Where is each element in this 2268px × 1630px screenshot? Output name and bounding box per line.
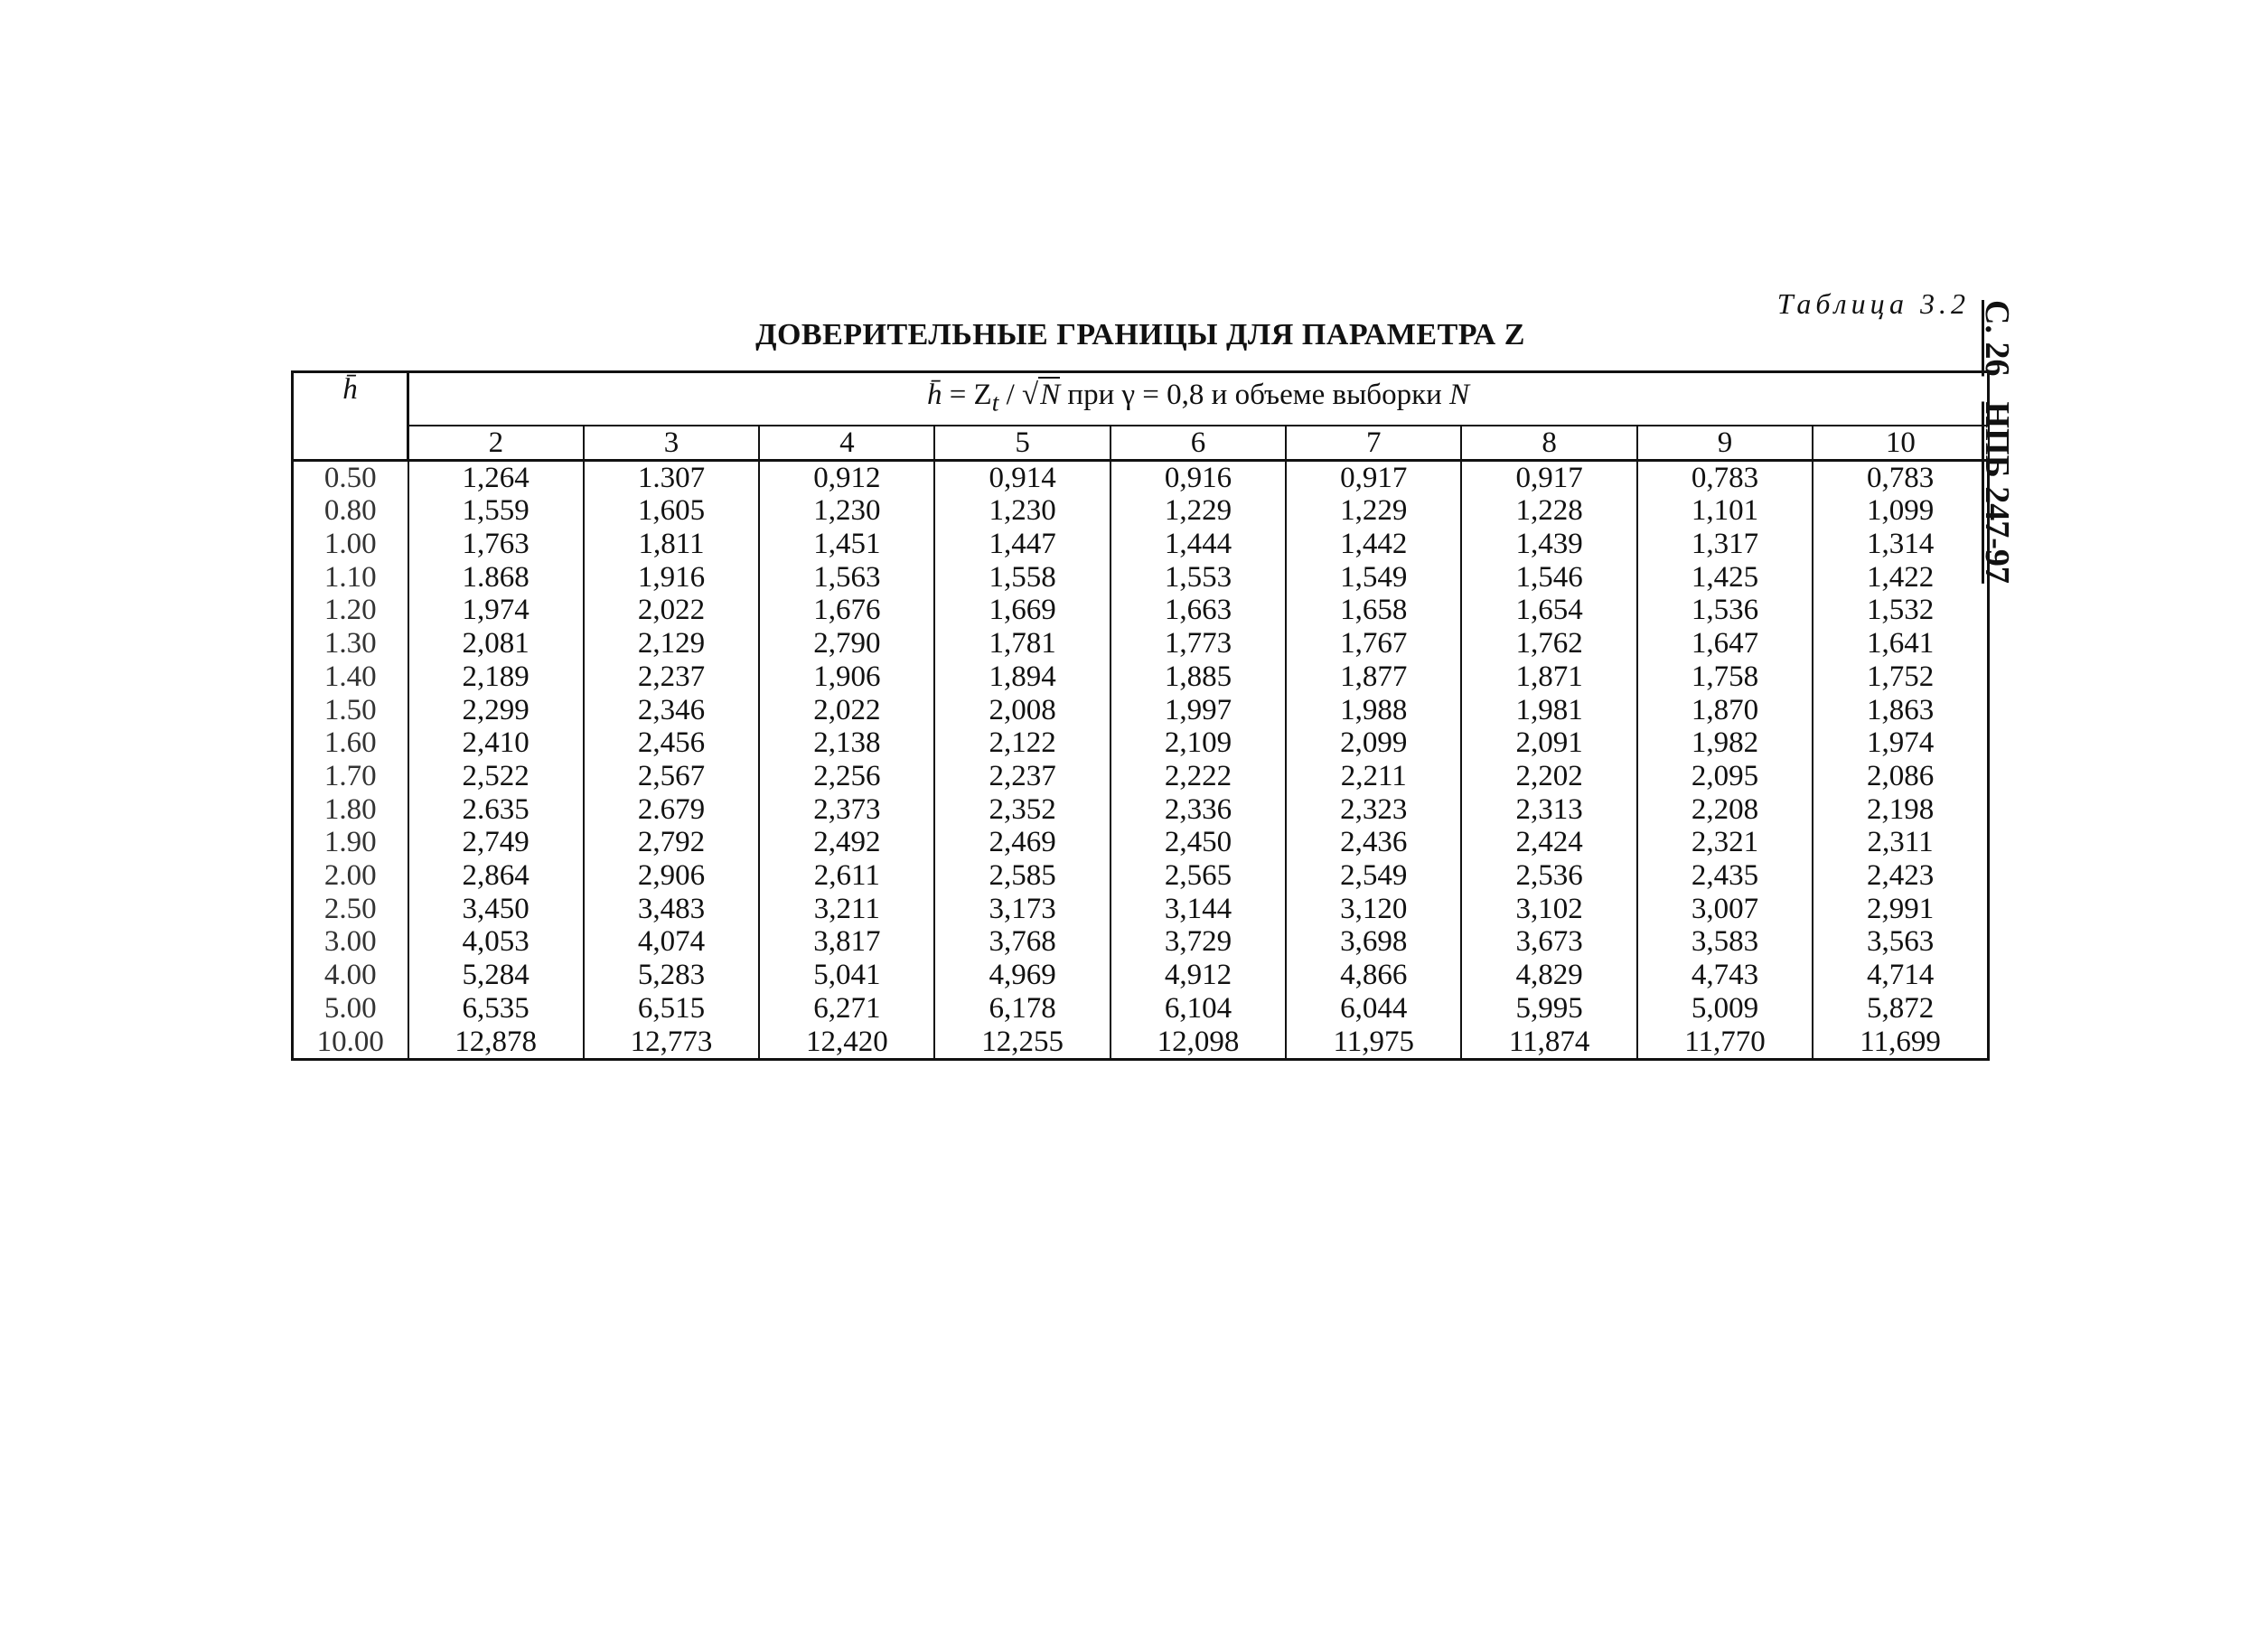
z-bound-cell: 1,863 (1813, 694, 1988, 727)
z-bound-cell: 2,522 (408, 760, 584, 793)
table-row (293, 959, 1989, 992)
z-bound-cell: 1,558 (934, 561, 1110, 595)
z-bound-cell: 4,714 (1813, 959, 1988, 992)
z-bound-cell: 5,041 (759, 959, 934, 992)
n-value-header: 6 (1111, 426, 1286, 461)
table-row (293, 494, 1989, 528)
n-value-header: 3 (584, 426, 759, 461)
h-value-cell: 2.50 (293, 893, 408, 926)
z-bound-cell: 4,866 (1286, 959, 1461, 992)
z-bound-cell: 1,314 (1813, 528, 1988, 561)
z-bound-cell: 2.679 (584, 793, 759, 827)
z-bound-cell: 2,138 (759, 726, 934, 760)
z-bound-cell: 2,906 (584, 859, 759, 893)
table-row (293, 793, 1989, 827)
z-bound-cell: 2,008 (934, 694, 1110, 727)
z-bound-cell: 2,424 (1461, 826, 1636, 859)
z-bound-cell: 2,222 (1111, 760, 1286, 793)
table-row (293, 694, 1989, 727)
z-bound-cell: 1,916 (584, 561, 759, 595)
table-row (293, 460, 1989, 494)
z-bound-cell: 2,346 (584, 694, 759, 727)
z-bound-cell: 4,743 (1637, 959, 1813, 992)
table-row (293, 925, 1989, 959)
z-bound-cell: 12,773 (584, 1026, 759, 1060)
z-bound-cell: 2,991 (1813, 893, 1988, 926)
z-bound-cell: 2,313 (1461, 793, 1636, 827)
z-bound-cell: 4,912 (1111, 959, 1286, 992)
z-bound-cell: 12,255 (934, 1026, 1110, 1060)
n-value-header: 7 (1286, 426, 1461, 461)
z-bound-cell: 2,611 (759, 859, 934, 893)
z-bound-cell: 2,081 (408, 627, 584, 660)
z-bound-cell: 1,870 (1637, 694, 1813, 727)
z-bound-cell: 2,549 (1286, 859, 1461, 893)
h-value-cell: 1.20 (293, 594, 408, 627)
z-bound-cell: 11,874 (1461, 1026, 1636, 1060)
z-bound-cell: 2,091 (1461, 726, 1636, 760)
z-bound-cell: 1,877 (1286, 660, 1461, 694)
z-bound-cell: 2,864 (408, 859, 584, 893)
z-bound-cell: 1,532 (1813, 594, 1988, 627)
z-bound-cell: 2,492 (759, 826, 934, 859)
z-bound-cell: 1,553 (1111, 561, 1286, 595)
z-bound-cell: 2,352 (934, 793, 1110, 827)
z-bound-cell: 1,974 (408, 594, 584, 627)
z-bound-cell: 1,230 (759, 494, 934, 528)
z-bound-cell: 1,229 (1111, 494, 1286, 528)
z-bound-cell: 1,444 (1111, 528, 1286, 561)
table-row (293, 726, 1989, 760)
n-value-header: 8 (1461, 426, 1636, 461)
z-bound-cell: 1,647 (1637, 627, 1813, 660)
z-bound-cell: 11,699 (1813, 1026, 1988, 1060)
z-bound-cell: 0,912 (759, 460, 934, 494)
n-value-header: 9 (1637, 426, 1813, 461)
z-bound-cell: 6,271 (759, 992, 934, 1026)
z-bound-cell: 1,546 (1461, 561, 1636, 595)
z-bound-cell: 1,781 (934, 627, 1110, 660)
z-bound-cell: 1,317 (1637, 528, 1813, 561)
z-bound-cell: 2,792 (584, 826, 759, 859)
h-value-cell: 3.00 (293, 925, 408, 959)
z-bound-cell: 1,605 (584, 494, 759, 528)
z-bound-cell: 1,997 (1111, 694, 1286, 727)
z-bound-cell: 0,916 (1111, 460, 1286, 494)
z-bound-cell: 11,975 (1286, 1026, 1461, 1060)
z-bound-cell: 2,237 (584, 660, 759, 694)
table-row (293, 660, 1989, 694)
table-body (293, 460, 1989, 1060)
z-bound-cell: 2,095 (1637, 760, 1813, 793)
z-bound-cell: 1,811 (584, 528, 759, 561)
z-bound-cell: 2,208 (1637, 793, 1813, 827)
z-bound-cell: 2,086 (1813, 760, 1988, 793)
z-bound-cell: 2,311 (1813, 826, 1988, 859)
z-bound-cell: 5,009 (1637, 992, 1813, 1026)
z-bound-cell: 3,729 (1111, 925, 1286, 959)
z-bound-cell: 3,144 (1111, 893, 1286, 926)
z-bound-cell: 2,256 (759, 760, 934, 793)
z-bound-cell: 1,773 (1111, 627, 1286, 660)
h-value-cell: 0.50 (293, 460, 408, 494)
h-value-cell: 1.10 (293, 561, 408, 595)
z-bound-cell: 1,654 (1461, 594, 1636, 627)
confidence-bounds-table (291, 370, 1990, 1061)
z-bound-cell: 3,211 (759, 893, 934, 926)
z-bound-cell: 2,202 (1461, 760, 1636, 793)
z-bound-cell: 2,198 (1813, 793, 1988, 827)
h-value-cell: 10.00 (293, 1026, 408, 1060)
z-bound-cell: 2.635 (408, 793, 584, 827)
h-column-header: h̄ (293, 372, 408, 461)
z-bound-cell: 3,120 (1286, 893, 1461, 926)
z-bound-cell: 5,284 (408, 959, 584, 992)
z-bound-cell: 3,768 (934, 925, 1110, 959)
z-bound-cell: 1,447 (934, 528, 1110, 561)
z-bound-cell: 1,439 (1461, 528, 1636, 561)
z-bound-cell: 1,229 (1286, 494, 1461, 528)
z-bound-cell: 1,752 (1813, 660, 1988, 694)
z-bound-cell: 2,435 (1637, 859, 1813, 893)
z-bound-cell: 1,451 (759, 528, 934, 561)
z-bound-cell: 3,102 (1461, 893, 1636, 926)
z-bound-cell: 2,122 (934, 726, 1110, 760)
z-bound-cell: 1,758 (1637, 660, 1813, 694)
document-code: НПБ 247-97 (1978, 401, 2016, 584)
z-bound-cell: 4,829 (1461, 959, 1636, 992)
table-row (293, 561, 1989, 595)
z-bound-cell: 2,336 (1111, 793, 1286, 827)
z-bound-cell: 1,676 (759, 594, 934, 627)
z-bound-cell: 2,321 (1637, 826, 1813, 859)
z-bound-cell: 2,211 (1286, 760, 1461, 793)
z-bound-cell: 1,230 (934, 494, 1110, 528)
table-row (293, 826, 1989, 859)
z-bound-cell: 5,283 (584, 959, 759, 992)
z-bound-cell: 0,783 (1813, 460, 1988, 494)
z-bound-cell: 2,299 (408, 694, 584, 727)
h-value-cell: 1.00 (293, 528, 408, 561)
z-bound-cell: 1,264 (408, 460, 584, 494)
z-bound-cell: 1,669 (934, 594, 1110, 627)
z-bound-cell: 2,022 (759, 694, 934, 727)
z-bound-cell: 1,442 (1286, 528, 1461, 561)
z-bound-cell: 6,515 (584, 992, 759, 1026)
z-bound-cell: 1,663 (1111, 594, 1286, 627)
h-value-cell: 1.60 (293, 726, 408, 760)
n-value-header: 10 (1813, 426, 1988, 461)
z-bound-cell: 3,007 (1637, 893, 1813, 926)
z-bound-cell: 2,410 (408, 726, 584, 760)
n-values-header-row (293, 426, 1989, 461)
z-bound-cell: 1,425 (1637, 561, 1813, 595)
z-bound-cell: 2,436 (1286, 826, 1461, 859)
table-title: ДОВЕРИТЕЛЬНЫЕ ГРАНИЦЫ ДЛЯ ПАРАМЕТРА Z (755, 318, 1525, 351)
z-bound-cell: 1,894 (934, 660, 1110, 694)
z-bound-cell: 0,914 (934, 460, 1110, 494)
z-bound-cell: 3,817 (759, 925, 934, 959)
n-value-header: 4 (759, 426, 934, 461)
z-bound-cell: 1,641 (1813, 627, 1988, 660)
z-bound-cell: 6,104 (1111, 992, 1286, 1026)
h-value-cell: 1.70 (293, 760, 408, 793)
z-bound-cell: 1,762 (1461, 627, 1636, 660)
z-bound-cell: 4,053 (408, 925, 584, 959)
z-bound-cell: 5,872 (1813, 992, 1988, 1026)
h-value-cell: 2.00 (293, 859, 408, 893)
h-value-cell: 1.80 (293, 793, 408, 827)
z-bound-cell: 3,563 (1813, 925, 1988, 959)
z-bound-cell: 1.868 (408, 561, 584, 595)
page-number: С. 26 (1978, 300, 2016, 377)
z-bound-cell: 1,228 (1461, 494, 1636, 528)
z-bound-cell: 2,237 (934, 760, 1110, 793)
z-bound-cell: 4,074 (584, 925, 759, 959)
z-bound-cell: 1,563 (759, 561, 934, 595)
z-bound-cell: 2,189 (408, 660, 584, 694)
z-bound-cell: 2,129 (584, 627, 759, 660)
z-bound-cell: 2,099 (1286, 726, 1461, 760)
z-bound-cell: 2,469 (934, 826, 1110, 859)
z-bound-cell: 3,673 (1461, 925, 1636, 959)
z-bound-cell: 4,969 (934, 959, 1110, 992)
z-bound-cell: 2,585 (934, 859, 1110, 893)
z-bound-cell: 1,871 (1461, 660, 1636, 694)
table-row (293, 859, 1989, 893)
z-bound-cell: 2,109 (1111, 726, 1286, 760)
z-bound-cell: 2,567 (584, 760, 759, 793)
table-row (293, 528, 1989, 561)
z-bound-cell: 2,790 (759, 627, 934, 660)
z-bound-cell: 6,535 (408, 992, 584, 1026)
z-bound-cell: 2,565 (1111, 859, 1286, 893)
z-bound-cell: 6,178 (934, 992, 1110, 1026)
z-bound-cell: 0,917 (1461, 460, 1636, 494)
z-bound-cell: 1,549 (1286, 561, 1461, 595)
z-bound-cell: 3,583 (1637, 925, 1813, 959)
z-bound-cell: 3,698 (1286, 925, 1461, 959)
n-value-header: 2 (408, 426, 584, 461)
z-bound-cell: 0,783 (1637, 460, 1813, 494)
z-bound-cell: 1,763 (408, 528, 584, 561)
z-bound-cell: 11,770 (1637, 1026, 1813, 1060)
z-bound-cell: 1,906 (759, 660, 934, 694)
z-bound-cell: 3,450 (408, 893, 584, 926)
h-value-cell: 4.00 (293, 959, 408, 992)
h-value-cell: 1.50 (293, 694, 408, 727)
z-bound-cell: 3,483 (584, 893, 759, 926)
z-bound-cell: 6,044 (1286, 992, 1461, 1026)
h-value-cell: 1.30 (293, 627, 408, 660)
z-bound-cell: 1,559 (408, 494, 584, 528)
z-bound-cell: 1,981 (1461, 694, 1636, 727)
h-value-cell: 1.40 (293, 660, 408, 694)
z-bound-cell: 1,658 (1286, 594, 1461, 627)
z-bound-cell: 1.307 (584, 460, 759, 494)
table-row (293, 1026, 1989, 1060)
z-bound-cell: 2,423 (1813, 859, 1988, 893)
z-bound-cell: 2,373 (759, 793, 934, 827)
z-bound-cell: 12,098 (1111, 1026, 1286, 1060)
h-value-cell: 1.90 (293, 826, 408, 859)
table-row (293, 760, 1989, 793)
z-bound-cell: 2,456 (584, 726, 759, 760)
table-row (293, 893, 1989, 926)
z-bound-cell: 0,917 (1286, 460, 1461, 494)
z-bound-cell: 1,885 (1111, 660, 1286, 694)
z-bound-cell: 5,995 (1461, 992, 1636, 1026)
z-bound-cell: 2,749 (408, 826, 584, 859)
z-bound-cell: 12,420 (759, 1026, 934, 1060)
formula-header: h̄ = $Z_t / √N$ при γ = 0,8 и объеме выборки N (408, 372, 1989, 426)
z-bound-cell: 1,099 (1813, 494, 1988, 528)
table-row (293, 594, 1989, 627)
z-bound-cell: 3,173 (934, 893, 1110, 926)
z-bound-cell: 1,767 (1286, 627, 1461, 660)
z-bound-cell: 1,982 (1637, 726, 1813, 760)
z-bound-cell: 12,878 (408, 1026, 584, 1060)
z-bound-cell: 2,450 (1111, 826, 1286, 859)
z-bound-cell: 1,422 (1813, 561, 1988, 595)
z-bound-cell: 1,536 (1637, 594, 1813, 627)
z-bound-cell: 2,536 (1461, 859, 1636, 893)
z-bound-cell: 1,101 (1637, 494, 1813, 528)
h-value-cell: 0.80 (293, 494, 408, 528)
z-bound-cell: 2,022 (584, 594, 759, 627)
table-number-label: Таблица 3.2 (1776, 287, 1970, 320)
table-row (293, 627, 1989, 660)
n-value-header: 5 (934, 426, 1110, 461)
z-bound-cell: 2,323 (1286, 793, 1461, 827)
h-value-cell: 5.00 (293, 992, 408, 1026)
z-bound-cell: 1,974 (1813, 726, 1988, 760)
table-row (293, 992, 1989, 1026)
z-bound-cell: 1,988 (1286, 694, 1461, 727)
